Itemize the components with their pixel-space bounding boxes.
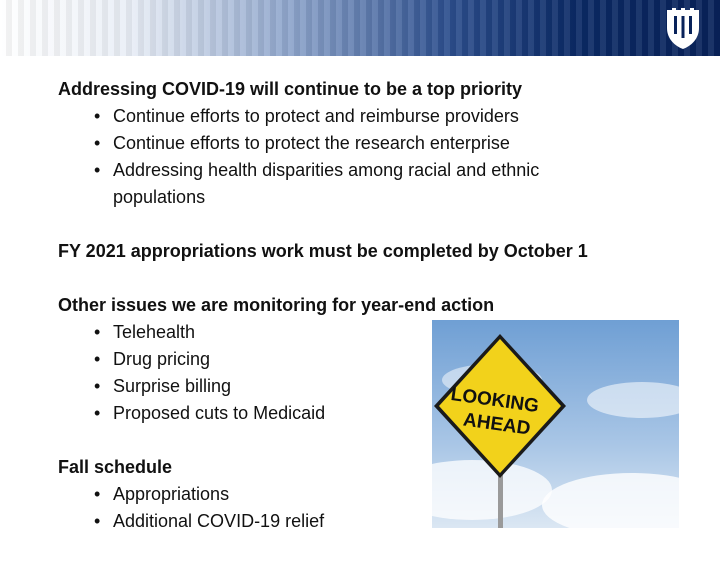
- list-item: • Continue efforts to protect and reimburse providers: [94, 106, 519, 126]
- list-item: • Additional COVID-19 relief: [94, 511, 325, 531]
- header-band: [0, 0, 720, 56]
- list-item: • Appropriations: [94, 484, 230, 504]
- section-covid: [58, 76, 658, 211]
- section-heading: FY 2021 appropriations work must be completed by October 1: [58, 241, 588, 261]
- list-item: • Addressing health disparities among racial and ethnic populations: [94, 160, 540, 207]
- section-appropriations: [58, 238, 658, 265]
- looking-ahead-sign-photo: [432, 320, 679, 528]
- list-item: • Proposed cuts to Medicaid: [94, 403, 326, 423]
- section-heading: Other issues we are monitoring for year-end action: [58, 295, 495, 315]
- sign-illustration: [432, 320, 679, 528]
- bullet-list: [58, 103, 658, 211]
- shield-logo-icon: [663, 6, 703, 50]
- sign-text-line2: AHEAD: [461, 409, 532, 440]
- sign-text-line1: LOOKING: [449, 383, 541, 418]
- list-item: • Telehealth: [94, 322, 196, 342]
- list-item: • Drug pricing: [94, 349, 211, 369]
- header-stripes: [0, 0, 720, 56]
- section-heading: Addressing COVID-19 will continue to be a top priority: [58, 79, 523, 99]
- list-item: • Continue efforts to protect the research enterprise: [94, 133, 510, 153]
- section-heading: Fall schedule: [58, 457, 173, 477]
- list-item: • Surprise billing: [94, 376, 232, 396]
